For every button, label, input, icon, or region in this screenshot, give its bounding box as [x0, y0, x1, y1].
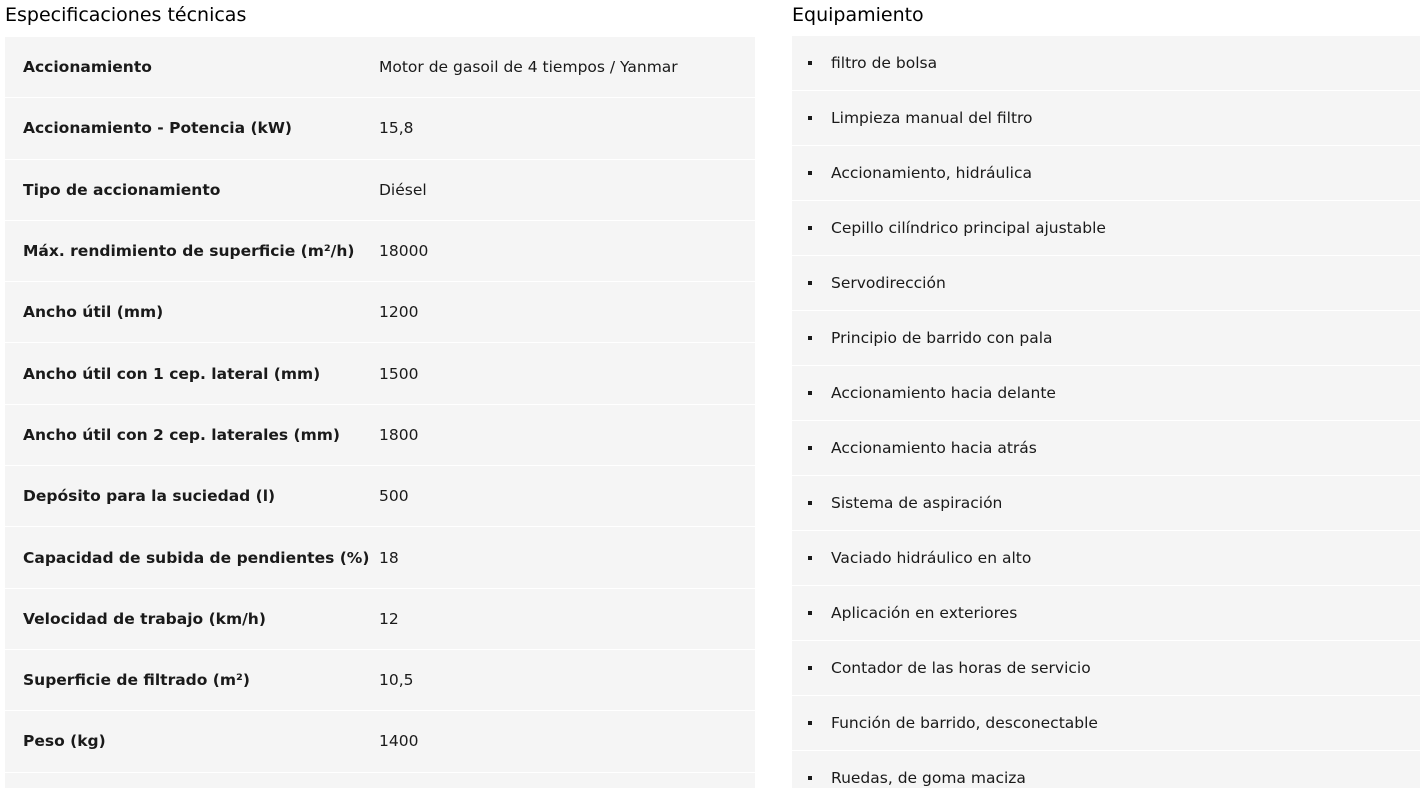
list-item-label: Principio de barrido con pala	[831, 329, 1053, 347]
spec-row	[5, 98, 755, 159]
spec-value: 1200	[379, 303, 419, 322]
specifications-section	[5, 0, 755, 788]
spec-row	[5, 37, 755, 98]
list-item	[792, 311, 1420, 366]
spec-label: Ancho útil (mm)	[23, 303, 164, 322]
list-item-label: Cepillo cilíndrico principal ajustable	[831, 219, 1106, 237]
list-item-label: Ruedas, de goma maciza	[831, 769, 1026, 787]
spec-label: Capacidad de subida de pendientes (%)	[23, 548, 370, 567]
list-item-label: Limpieza manual del filtro	[831, 109, 1033, 127]
bullet-icon	[808, 666, 812, 670]
bullet-icon	[808, 171, 812, 175]
list-item	[792, 36, 1420, 91]
specifications-title: Especificaciones técnicas	[5, 4, 247, 26]
bullet-icon	[808, 556, 812, 560]
spec-value: 500	[379, 487, 409, 506]
spec-value: 1800	[379, 425, 419, 444]
list-item	[792, 751, 1420, 788]
bullet-icon	[808, 61, 812, 65]
equipment-list	[792, 36, 1420, 788]
spec-label: Depósito para la suciedad (l)	[23, 487, 276, 506]
list-item-label: Accionamiento hacia delante	[831, 384, 1056, 402]
list-item-label: Contador de las horas de servicio	[831, 659, 1091, 677]
spec-value: 10,5	[379, 671, 414, 690]
spec-row	[5, 466, 755, 527]
list-item	[792, 476, 1420, 531]
list-item-label: Vaciado hidráulico en alto	[831, 549, 1032, 567]
spec-value: Motor de gasoil de 4 tiempos / Yanmar	[379, 58, 678, 77]
spec-label: Tipo de accionamiento	[23, 180, 221, 199]
bullet-icon	[808, 116, 812, 120]
list-item-label: Sistema de aspiración	[831, 494, 1003, 512]
bullet-icon	[808, 281, 812, 285]
bullet-icon	[808, 336, 812, 340]
bullet-icon	[808, 391, 812, 395]
bullet-icon	[808, 611, 812, 615]
list-item	[792, 531, 1420, 586]
spec-label: Velocidad de trabajo (km/h)	[23, 609, 266, 628]
spec-label: Máx. rendimiento de superficie (m²/h)	[23, 242, 355, 261]
equipment-section	[792, 0, 1420, 788]
spec-value: 18	[379, 548, 399, 567]
spec-value: 1500	[379, 364, 419, 383]
spec-row	[5, 711, 755, 772]
bullet-icon	[808, 501, 812, 505]
list-item	[792, 366, 1420, 421]
spec-row	[5, 221, 755, 282]
spec-row	[5, 527, 755, 588]
spec-row	[5, 773, 755, 788]
list-item	[792, 421, 1420, 476]
spec-label: Superficie de filtrado (m²)	[23, 671, 250, 690]
spec-value: 1400	[379, 732, 419, 751]
spec-label: Accionamiento - Potencia (kW)	[23, 119, 293, 138]
list-item-label: Servodirección	[831, 274, 946, 292]
list-item	[792, 91, 1420, 146]
spec-value: 15,8	[379, 119, 414, 138]
equipment-title: Equipamiento	[792, 4, 924, 26]
bullet-icon	[808, 721, 812, 725]
list-item-label: Aplicación en exteriores	[831, 604, 1018, 622]
spec-label: Peso (kg)	[23, 732, 106, 751]
list-item-label: Función de barrido, desconectable	[831, 714, 1098, 732]
spec-row	[5, 589, 755, 650]
spec-value: 12	[379, 609, 399, 628]
list-item	[792, 696, 1420, 751]
list-item-label: filtro de bolsa	[831, 54, 938, 72]
list-item	[792, 146, 1420, 201]
spec-label: Ancho útil con 1 cep. lateral (mm)	[23, 364, 321, 383]
bullet-icon	[808, 446, 812, 450]
list-item	[792, 201, 1420, 256]
spec-label: Accionamiento	[23, 58, 152, 77]
spec-row	[5, 405, 755, 466]
specifications-table	[5, 37, 755, 788]
spec-row	[5, 282, 755, 343]
spec-value: 18000	[379, 242, 429, 261]
bullet-icon	[808, 776, 812, 780]
spec-row	[5, 160, 755, 221]
bullet-icon	[808, 226, 812, 230]
list-item	[792, 641, 1420, 696]
list-item-label: Accionamiento, hidráulica	[831, 164, 1032, 182]
spec-value: Diésel	[379, 180, 427, 199]
list-item	[792, 586, 1420, 641]
spec-row	[5, 650, 755, 711]
spec-row	[5, 343, 755, 404]
list-item-label: Accionamiento hacia atrás	[831, 439, 1037, 457]
list-item	[792, 256, 1420, 311]
spec-label: Ancho útil con 2 cep. laterales (mm)	[23, 425, 341, 444]
